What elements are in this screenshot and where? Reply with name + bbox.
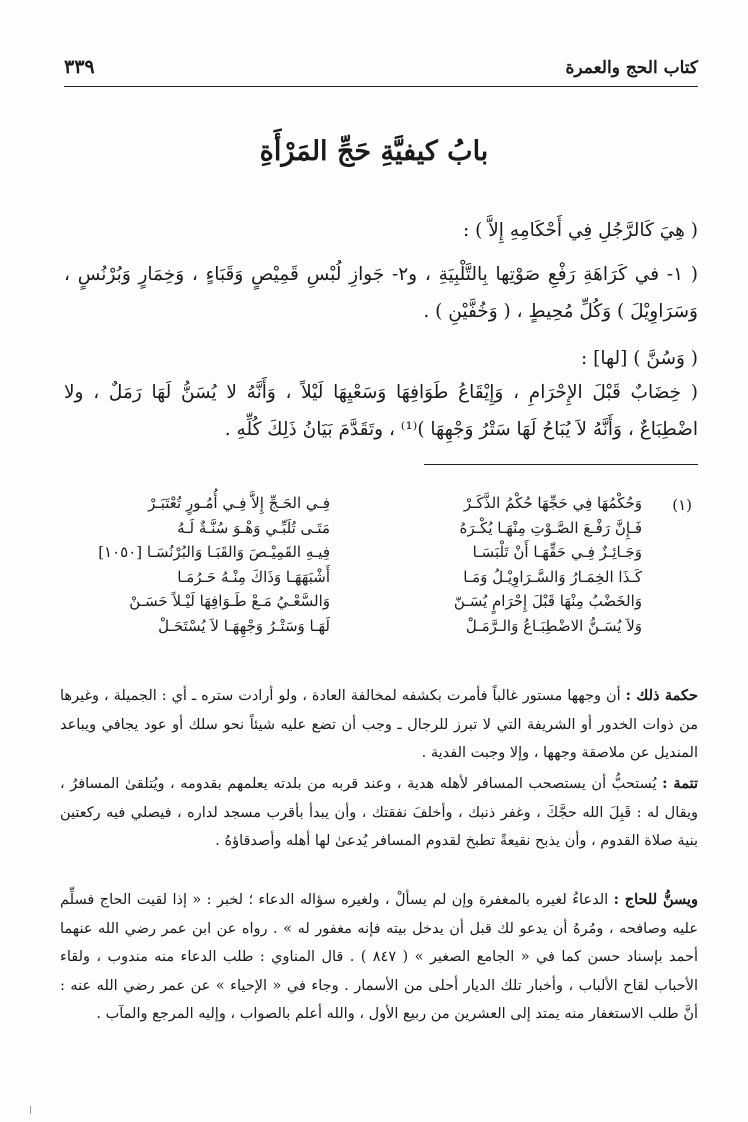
- poem-hemistich: فِيـهِ القَمِيْـصَ وَالقَبَـا وَالبُرْنُسَـا [١٠٥٠]: [98, 543, 330, 561]
- poem-hemistich: مَتَـى تُلَبِّـي وَهْـوَ سُنَّـةٌ لَـهُ: [177, 518, 330, 537]
- poem-verse: [52, 568, 642, 593]
- book-title: كتاب الحج والعمرة: [565, 58, 698, 78]
- main-text-paragraph-2: ( ١- في كَرَاهَةِ رَفْعِ صَوْتِها بِالتَّلْبِيَةِ ، و٢- جَوازِ لُبْسِ قَمِيْصٍ وَقَبَاءٍ ، وَخِمَارٍ وَبُرْنُسٍ ، وَسَرَاوِيْلَ ) وَكُلِّ مُحِيطٍ ، ( وَخُفَّيْنِ ) .: [64, 264, 698, 322]
- chapter-title: بابُ كيفيَّةِ حَجِّ المَرْأَةِ: [259, 136, 489, 167]
- footnote-tatimma: [60, 770, 698, 856]
- footnote-number: (١): [672, 496, 692, 514]
- scan-mark: [30, 1106, 31, 1114]
- poem-hemistich: وَحُكْمُهَا فِي حَجِّهَا حُكْمُ الذَّكَـرْ: [463, 494, 642, 512]
- main-text-line-3: ( وَسُنَّ ) [لها] :: [581, 348, 698, 369]
- poem-verse: [52, 494, 642, 519]
- poem-hemistich: فَـإِنَّ رَفْـعَ الصَّـوْتِ مِنْهَـا يُكْـرَهُ: [459, 518, 642, 537]
- poem-verse: [52, 519, 642, 544]
- page-number: ٣٣٩: [64, 56, 95, 78]
- poem-hemistich: فِـي الحَـجِّ إِلاَّ فِـي أُمُـورٍ تُعْتَبَـرْ: [148, 494, 330, 512]
- poem-hemistich: وَالسَّعْـيُ مَـعْ طَـوَافِهَا لَيْـلاً حَسَـنْ: [129, 592, 330, 610]
- poem-hemistich: وَجَـائِـزٌ فِـي حَقِّهَـا أَنْ تَلْبَسَـا: [472, 543, 642, 561]
- yusan-label: ويسنُّ للحاج :: [613, 891, 698, 908]
- main-text-paragraph-4: ( خِضَابٌ قَبْلَ الإِحْرَامِ ، وَإِيْقَاعُ طَوَافِهَا وَسَعْيِهَا لَيْلاً ، وَأَنَّهُ لا يُسَنُّ لَهَا رَمَلٌ ، ولا اضْطِبَاعٌ ، وَأَنَّهُ لاَ يُبَاحُ لَهَا سَتْرُ وَجْهِهَا )⁽¹⁾ ، وتَقَدَّمَ بَيَانُ ذَلِكَ كُلِّهِ .: [64, 382, 698, 440]
- poem-hemistich: وَالخَضْبُ مِنْهَا قَبْلَ إِحْرَامٍ يُسَـنّ: [453, 592, 642, 610]
- main-text-line-1: ( هِيَ كَالرَّجُلِ فِي أَحْكَامِهِ إِلاَّ ) :: [463, 220, 698, 241]
- poem-verse: [52, 543, 642, 568]
- running-header: [64, 52, 698, 87]
- poem-verse: [52, 592, 642, 617]
- tatimma-text: يُستحبُّ أن يستصحب المسافر لأهله هدية ، وعند قربه من بلدته يعلمهم بقدومه ، ويُتلقىٰ المسافرُ ، ويقال له : قَبِلَ الله حجَّكَ ، وغفر ذنبك ، وأخلفَ نفقتك ، وأن يبدأ بأقرب مسجد لداره ، فيصلي فيه ركعتين بنية صلاة القدوم ، وأن يذبح نقيعةً تطبخ لقدوم المسافر يُدعىٰ لها أهله وأصدقاؤهُ .: [60, 776, 698, 849]
- footnote-yusan: [60, 886, 698, 1029]
- footnote-hikma: [60, 682, 698, 768]
- footnote-separator: [424, 464, 698, 465]
- footnote-poem: [52, 494, 642, 641]
- tatimma-label: تتمة :: [662, 775, 698, 792]
- poem-hemistich: كَـذَا الخِمَـارُ وَالسَّـرَاوِيْـلُ وَمَـا: [463, 567, 642, 586]
- poem-hemistich: لَهَـا وَسَتْـرُ وَجْهِهَـا لاَ يُسْتَحَـلْ: [158, 616, 330, 635]
- poem-verse: [52, 617, 642, 642]
- poem-hemistich: وَلاَ يُسَـنُّ الاضْطِبَـاعُ وَالـرَّمَـلْ: [465, 616, 642, 635]
- yusan-text: الدعاءُ لغيره بالمغفرة وإن لم يسألْ ، ولغيره سؤاله الدعاء ؛ لخبر : « إذا لقيت الحاج فسلِّم عليه وصافحه ، ومُرهُ أن يدعو لك قبل أن يدخل بيته فإنه مغفور له » . رواه عن ابن عمر رضي الله عنهما أحمد بإسناد حسن كما في « الجامع الصغير » ( ٨٤٧ ) . قال المناوي : طلب الدعاء منه مندوب ، ولقاء الأحباب لقاح الألباب ، وأخبار تلك الديار أحلى من الأسمار . وجاء في « الإحياء » عن عمر رضي الله عنه : أنَّ طلب الاستغفار منه يمتد إلى العشرين من ربيع الأول ، والله أعلم بالصواب ، وإليه المرجع والمآب .: [60, 892, 698, 1022]
- hikma-label: حكمة ذلك :: [625, 687, 698, 704]
- hikma-text: أن وجهها مستور غالباً فأمرت بكشفه لمخالفة العادة ، ولو أرادت ستره ـ أي : الجميلة ، وغيرها من ذوات الخدور أو الشريفة التي لا تبرز للرجال ـ وجب أن تضع عليه شيئاً نحو سلك أو عود يجافي ويباعد المنديل عن ملاصقة وجهها ، وإلا وجبت الفدية .: [60, 688, 698, 761]
- poem-hemistich: أَشْبَهَهَـا وَذَاكَ مِنْـهُ حَـرُمَـا: [177, 567, 330, 586]
